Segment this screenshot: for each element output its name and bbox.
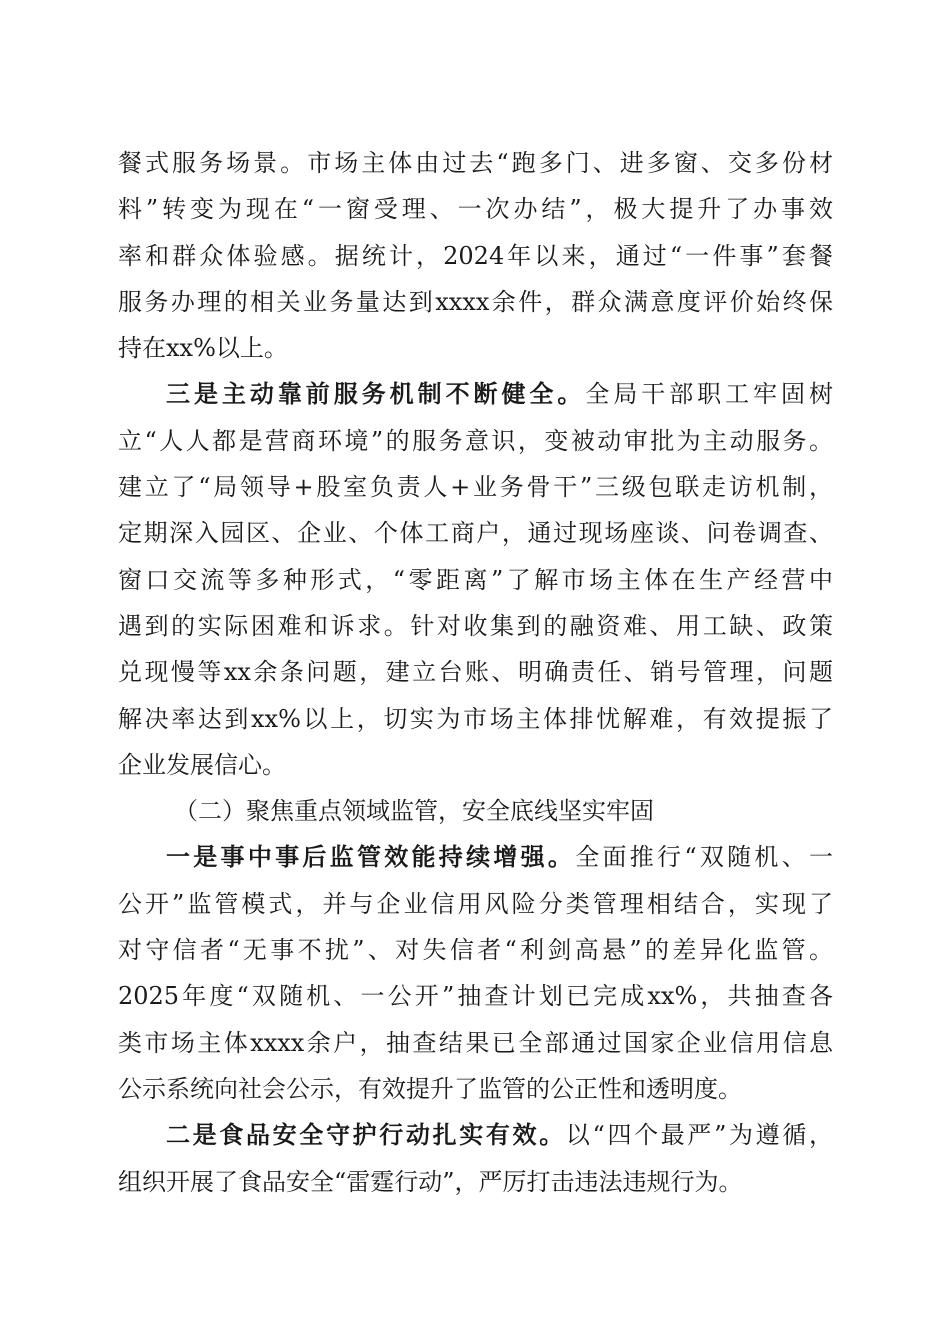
- text-line: 服务办理的相关业务量达到xxxx余件，群众满意度评价始终保: [118, 287, 833, 316]
- text-line: 遇到的实际困难和诉求。针对收集到的融资难、用工缺、政策: [118, 611, 833, 640]
- text-fragment: 全局干部职工牢固树: [585, 380, 834, 409]
- text-fragment: 全面推行“双随机、一: [575, 843, 833, 872]
- text-line: 解决率达到xx%以上，切实为市场主体排忧解难，有效提振了: [118, 704, 833, 733]
- text-line: 料”转变为现在“一窗受理、一次办结”，极大提升了办事效: [118, 195, 833, 224]
- paragraph-first-line: [118, 834, 833, 880]
- paragraph-lead: 二是食品安全守护行动扎实有效。: [166, 1120, 566, 1150]
- text-line: 对守信者“无事不扰”、对失信者“利剑高悬”的差异化监管。: [118, 936, 833, 965]
- text-line: 组织开展了食品安全“雷霆行动”，严厉打击违法违规行为。: [118, 1167, 743, 1196]
- paragraph-lead: 一是事中事后监管效能持续增强。: [166, 842, 576, 872]
- paragraph-3: [118, 834, 833, 1112]
- paragraph-2: [118, 371, 833, 788]
- text-line: 公开”监管模式，并与企业信用风险分类管理相结合，实现了: [118, 889, 833, 918]
- text-line: 2025年度“双随机、一公开”抽查计划已完成xx%，共抽查各: [118, 982, 833, 1011]
- paragraph-lead: 三是主动靠前服务机制不断健全。: [166, 379, 586, 409]
- text-fragment: 以“四个最严”为遵循，: [565, 1121, 833, 1150]
- text-line: 类市场主体xxxx余户，抽查结果已全部通过国家企业信用信息: [118, 1028, 833, 1057]
- paragraph-4: [118, 1112, 833, 1205]
- document-body: [118, 140, 833, 1205]
- text-line: 率和群众体验感。据统计，2024年以来，通过“一件事”套餐: [118, 241, 833, 270]
- text-line: 窗口交流等多种形式，“零距离”了解市场主体在生产经营中: [118, 565, 833, 594]
- text-line: 企业发展信心。: [118, 750, 286, 779]
- text-line: 定期深入园区、企业、个体工商户，通过现场座谈、问卷调查、: [118, 519, 833, 548]
- text-line: 兑现慢等xx余条问题，建立台账、明确责任、销号管理，问题: [118, 658, 833, 687]
- paragraph-first-line: [118, 1112, 833, 1158]
- text-line: 立“人人都是营商环境”的服务意识，变被动审批为主动服务。: [118, 426, 833, 455]
- paragraph-first-line: [118, 371, 833, 417]
- text-line: 餐式服务场景。市场主体由过去“跑多门、进多窗、交多份材: [118, 149, 833, 177]
- section-heading: （二）聚焦重点领域监管，安全底线坚实牢固: [174, 797, 654, 826]
- paragraph-1: [118, 140, 833, 371]
- text-line: 公示系统向社会公示，有效提升了监管的公正性和透明度。: [118, 1074, 742, 1103]
- text-line: 持在xx%以上。: [118, 334, 288, 363]
- text-line: 建立了“局领导+股室负责人+业务骨干”三级包联走访机制，: [118, 473, 833, 502]
